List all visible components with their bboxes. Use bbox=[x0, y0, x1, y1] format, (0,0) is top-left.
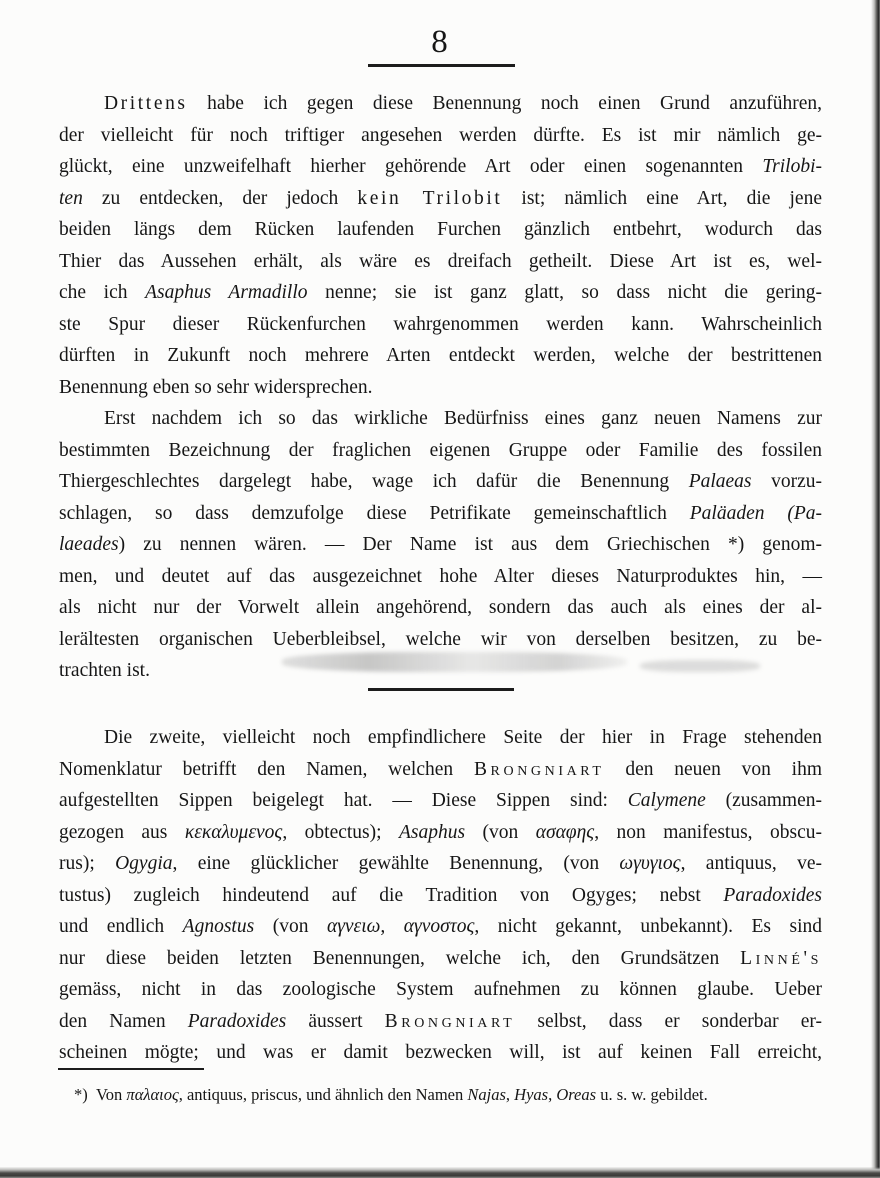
text-segment: Die zweite, vielleicht noch empfindlichere Seite der hier in Frage stehenden bbox=[104, 727, 822, 748]
text-line bbox=[59, 340, 822, 372]
text-line bbox=[59, 1037, 822, 1069]
text-line bbox=[59, 435, 822, 467]
text-segment: vorzu- bbox=[751, 471, 822, 492]
text-line bbox=[59, 592, 822, 624]
text-segment: rus); bbox=[59, 853, 116, 874]
text-line bbox=[59, 1006, 822, 1038]
text-segment: (von bbox=[465, 821, 536, 843]
footnote-separator-rule bbox=[58, 1068, 204, 1070]
text-line bbox=[59, 624, 822, 656]
text-segment: glückt, eine unzweifelhaft hierher gehörende Art oder einen sogenannten bbox=[59, 156, 763, 177]
text-segment: Brongniart bbox=[384, 1010, 516, 1032]
text-segment: che ich bbox=[59, 282, 146, 303]
ink-showthrough-smudge-small bbox=[640, 660, 760, 672]
text-segment: Thiergeschlechtes dargelegt habe, wage ich dafür die Benennung bbox=[59, 471, 689, 492]
text-segment: (zusammen- bbox=[705, 790, 822, 811]
text-segment: Najas bbox=[467, 1085, 506, 1104]
text-segment: men, und deutet auf das ausgezeichnet hohe Alter dieses Naturproduktes hin, — bbox=[59, 565, 822, 587]
text-segment: (von bbox=[254, 916, 327, 937]
text-segment: ste Spur dieser Rückenfurchen wahrgenommen werden kann. Wahrscheinlich bbox=[59, 313, 822, 335]
scan-edge-shadow-right bbox=[871, 0, 880, 1178]
text-segment: habe ich gegen diese Benennung noch einen Grund anzuführen, bbox=[187, 93, 822, 114]
text-segment: gezogen aus bbox=[59, 821, 185, 843]
text-line bbox=[74, 1082, 822, 1108]
text-segment: Linné's bbox=[740, 947, 822, 969]
text-segment: lerältesten organischen Ueberbleibsel, welche wir von derselben besitzen, zu be- bbox=[59, 628, 822, 650]
paragraph-2 bbox=[59, 403, 822, 687]
page-number-rule bbox=[368, 64, 515, 67]
text-segment: Agnostus bbox=[182, 916, 255, 937]
text-line bbox=[59, 722, 822, 754]
text-segment: nenne; sie ist ganz glatt, so dass nicht die gering- bbox=[307, 282, 823, 303]
text-segment: Ogygia bbox=[115, 853, 173, 874]
text-segment: Hyas bbox=[514, 1085, 549, 1104]
text-segment: Paläaden bbox=[689, 502, 765, 524]
text-segment: scheinen mögte; und was er damit bezwecken will, ist auf keinen Fall erreicht, bbox=[59, 1042, 822, 1063]
text-segment: dürften in Zukunft noch mehrere Arten entdeckt werden, welche der bestrittenen bbox=[59, 345, 822, 366]
text-line bbox=[59, 309, 822, 341]
text-segment: den neuen von ihm bbox=[604, 758, 823, 780]
text-segment: laeades bbox=[59, 534, 119, 555]
text-segment: äussert bbox=[286, 1010, 385, 1032]
text-segment: Paradoxides bbox=[187, 1010, 287, 1032]
text-segment: , nicht gekannt, unbekannt). Es sind bbox=[474, 916, 822, 937]
text-segment: den Namen bbox=[59, 1010, 188, 1032]
text-segment: , eine glücklicher gewählte Benennung, (von bbox=[172, 853, 620, 874]
section-separator-rule bbox=[368, 688, 514, 691]
text-line bbox=[59, 848, 822, 880]
text-segment: , non manifestus, obscu- bbox=[594, 821, 822, 843]
text-segment: Drittens bbox=[104, 93, 188, 114]
text-segment: tustus) zugleich hindeutend auf die Tradition von Ogyges; nebst bbox=[59, 884, 724, 906]
text-segment: selbst, dass er sonderbar er- bbox=[515, 1010, 822, 1032]
text-segment: Benennung eben so sehr widersprechen. bbox=[59, 376, 373, 398]
text-line bbox=[59, 246, 822, 278]
text-segment: bestimmten Bezeichnung der fraglichen eigenen Gruppe oder Familie des fossilen bbox=[59, 439, 822, 461]
text-segment: , antiquus, priscus, und ähnlich den Namen bbox=[178, 1085, 468, 1104]
text-line bbox=[59, 120, 822, 152]
text-line bbox=[59, 466, 822, 498]
text-segment: , obtectus); bbox=[282, 821, 399, 843]
text-segment: Thier das Aussehen erhält, als wäre es dreifach getheilt. Diese Art ist es, wel- bbox=[59, 250, 822, 272]
text-segment: zu entdecken, der jedoch bbox=[82, 187, 358, 209]
text-segment: ασαφης bbox=[535, 821, 595, 843]
text-segment: Asaphus bbox=[399, 821, 466, 843]
text-segment: beiden längs dem Rücken laufenden Furchen gänzlich entbehrt, wodurch das bbox=[59, 219, 822, 240]
text-segment: παλαιος bbox=[126, 1085, 179, 1104]
text-line bbox=[59, 183, 822, 215]
text-segment: kein Trilobit bbox=[357, 187, 503, 209]
main-text-block bbox=[59, 88, 822, 687]
text-segment: Asaphus Armadillo bbox=[145, 282, 308, 303]
page-number: 8 bbox=[431, 24, 449, 60]
text-segment: schlagen, so dass demzufolge diese Petrifikate gemeinschaftlich bbox=[59, 502, 690, 524]
second-section-block bbox=[59, 722, 822, 1069]
text-segment: ωγυγιος bbox=[619, 853, 681, 874]
text-segment: gemäss, nicht in das zoologische System aufnehmen zu können glaube. Ueber bbox=[59, 979, 822, 1000]
text-line bbox=[59, 529, 822, 561]
text-segment: (Pa- bbox=[787, 502, 823, 524]
text-segment bbox=[764, 503, 787, 524]
text-segment: , antiquus, ve- bbox=[680, 853, 822, 874]
text-line bbox=[59, 817, 822, 849]
text-segment: u. s. w. gebildet. bbox=[596, 1085, 708, 1104]
text-line bbox=[59, 151, 822, 183]
text-segment: Erst nachdem ich so das wirkliche Bedürfniss eines ganz neuen Namens zur bbox=[104, 408, 822, 429]
text-line bbox=[59, 88, 822, 120]
text-segment: Paradoxides bbox=[723, 884, 822, 906]
text-segment: κεκαλυμενος bbox=[184, 821, 283, 843]
text-line bbox=[59, 561, 822, 593]
text-line bbox=[59, 277, 822, 309]
text-line bbox=[59, 403, 822, 435]
text-segment: trachten ist. bbox=[59, 660, 150, 681]
text-segment: Calymene bbox=[627, 790, 706, 811]
text-segment: , bbox=[505, 1085, 515, 1104]
text-line bbox=[59, 498, 822, 530]
text-line bbox=[59, 785, 822, 817]
ink-showthrough-smudge bbox=[282, 652, 627, 672]
text-line bbox=[59, 911, 822, 943]
text-line bbox=[59, 754, 822, 786]
paragraph-3 bbox=[59, 722, 822, 1069]
text-segment: ) zu nennen wären. — Der Name ist aus dem Griechischen *) genom- bbox=[118, 534, 822, 555]
text-segment: und endlich bbox=[59, 916, 183, 937]
text-segment: Palaeas bbox=[688, 471, 752, 492]
text-segment: Nomenklatur betrifft den Namen, welchen bbox=[59, 758, 474, 780]
text-line bbox=[59, 974, 822, 1006]
paragraph-1 bbox=[59, 88, 822, 403]
text-segment: als nicht nur der Vorwelt allein angehörend, sondern das auch als eines der al- bbox=[59, 597, 822, 618]
footnote-text bbox=[74, 1082, 822, 1108]
text-segment: Trilobi- bbox=[762, 156, 822, 177]
text-segment: *) Von bbox=[74, 1085, 127, 1104]
text-segment: aufgestellten Sippen beigelegt hat. — Diese Sippen sind: bbox=[59, 790, 628, 811]
scan-edge-shadow-bottom bbox=[0, 1167, 880, 1178]
text-segment: nur diese beiden letzten Benennungen, welche ich, den Grundsätzen bbox=[59, 947, 741, 969]
text-segment: Brongniart bbox=[473, 758, 605, 780]
text-segment: der vielleicht für noch triftiger angesehen werden dürfte. Es ist mir nämlich ge- bbox=[59, 124, 822, 146]
text-segment: ist; nämlich eine Art, die jene bbox=[502, 187, 822, 209]
text-line bbox=[59, 880, 822, 912]
text-line bbox=[59, 372, 822, 404]
text-segment: αγνειω, αγνοστος bbox=[326, 916, 475, 937]
text-segment: Oreas bbox=[556, 1085, 597, 1104]
text-line bbox=[59, 943, 822, 975]
footnote bbox=[74, 1082, 822, 1108]
text-line bbox=[59, 214, 822, 246]
text-segment: , bbox=[548, 1085, 557, 1104]
text-segment: ten bbox=[59, 187, 83, 209]
